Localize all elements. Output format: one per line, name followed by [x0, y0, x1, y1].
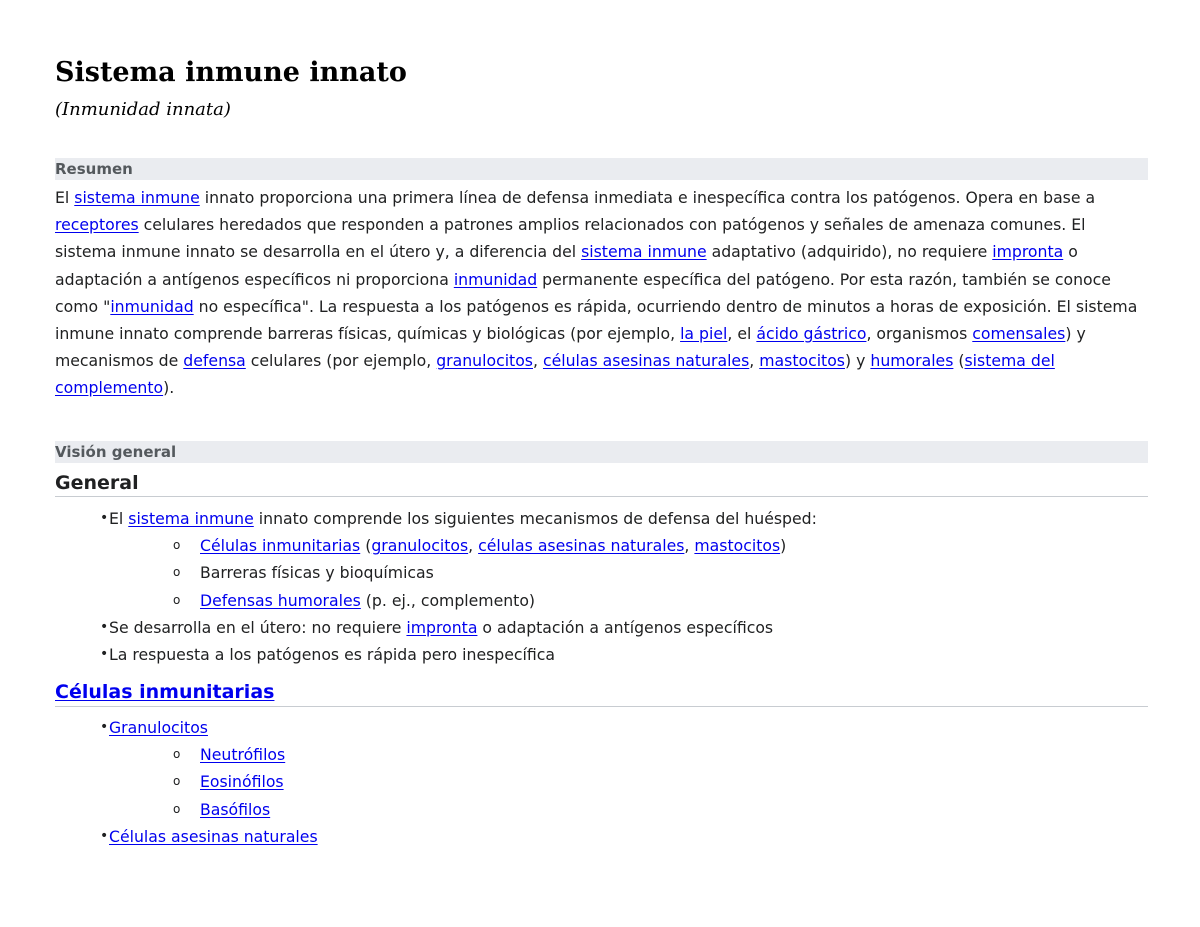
inline-link[interactable]: humorales [870, 351, 954, 371]
text-run: (p. ej., complemento) [360, 590, 536, 610]
list-item [55, 505, 817, 532]
list-item [55, 559, 817, 586]
text-run: El [109, 509, 129, 528]
text-run: , [749, 351, 760, 371]
inline-link[interactable]: Eosinófilos [200, 772, 284, 792]
inline-link[interactable]: células asesinas naturales [478, 536, 685, 556]
text-run: o adaptación a antígenos específicos ni proporciona [55, 242, 1078, 289]
text-run: , [468, 536, 479, 556]
page-title: Sistema inmune innato [55, 57, 407, 88]
text-run: ) [780, 536, 787, 556]
cells-list [55, 714, 318, 850]
inline-link[interactable]: granulocitos [436, 351, 533, 371]
list-item [55, 768, 318, 795]
sub-bullet-icon: o [173, 538, 181, 553]
inline-link[interactable]: impronta [406, 617, 478, 637]
inline-link[interactable]: mastocitos [694, 536, 781, 556]
text-run: ) y [844, 351, 871, 371]
inline-link[interactable]: sistema del complemento [55, 351, 1055, 398]
bullet-icon: • [100, 645, 109, 662]
inline-link[interactable]: sistema inmune [128, 509, 254, 528]
list-item [55, 741, 318, 768]
inline-link[interactable]: sistema inmune [581, 242, 707, 262]
list-item [55, 796, 318, 823]
inline-link[interactable]: Células asesinas naturales [109, 826, 318, 846]
inline-link[interactable]: receptores [55, 215, 139, 235]
list-item [55, 641, 817, 668]
heading-celulas-inmunitarias [55, 679, 1148, 707]
text-run: El [55, 188, 75, 207]
inline-link[interactable]: comensales [972, 324, 1066, 344]
text-run: ) y mecanismos de [55, 324, 1086, 371]
text-run: , [532, 351, 543, 371]
list-item [55, 587, 817, 614]
text-run: innato comprende los siguientes mecanismos de defensa del huésped: [253, 509, 817, 528]
inline-link[interactable]: Granulocitos [109, 718, 208, 737]
text-run: no específica". La respuesta a los patógenos es rápida, ocurriendo dentro de minutos a horas de exposición. El sistema inmune innato comprende barreras físicas, químicas y biológicas (por ejemplo, [55, 296, 1138, 344]
summary-paragraph [55, 184, 1148, 402]
inline-link[interactable]: Defensas humorales [200, 590, 361, 610]
inline-link[interactable]: Basófilos [200, 799, 271, 819]
text-run: permanente específica del patógeno. Por esta razón, también se conoce como " [55, 269, 1111, 316]
inline-link[interactable]: Neutrófilos [200, 745, 286, 765]
text-run: o adaptación a antígenos específicos [477, 617, 774, 637]
text-run: , el [727, 324, 757, 344]
inline-link[interactable]: mastocitos [759, 351, 845, 371]
section-header-resumen: Resumen [55, 158, 1148, 180]
text-run: Barreras físicas y bioquímicas [200, 563, 434, 583]
list-item [55, 532, 817, 559]
sub-bullet-icon: o [173, 565, 181, 580]
text-run: ( [360, 536, 372, 556]
bullet-icon: • [100, 827, 109, 844]
text-run: adaptativo (adquirido), no requiere [706, 242, 993, 262]
sub-bullet-icon: o [173, 774, 181, 789]
text-run: Se desarrolla en el útero: no requiere [109, 617, 407, 637]
page-subtitle: (Inmunidad innata) [55, 99, 231, 120]
inline-link[interactable]: células asesinas naturales [542, 351, 750, 371]
text-run: , [684, 536, 695, 556]
list-item [55, 823, 318, 850]
bullet-icon: • [100, 719, 109, 735]
bullet-icon: • [100, 618, 109, 635]
text-run: innato proporciona una primera línea de defensa inmediata e inespecífica contra los patógenos. Opera en base a [199, 188, 1096, 207]
text-run: celulares heredados que responden a patrones amplios relacionados con patógenos y señales de amenaza comunes. El sistema inmune innato se desarrolla en el útero y, a diferencia del [55, 215, 1086, 262]
section-header-vision-general: Visión general [55, 441, 1148, 463]
text-run: ). [163, 378, 175, 398]
list-item [55, 614, 817, 641]
inline-link[interactable]: impronta [992, 242, 1064, 262]
heading-celulas-inmunitarias-link[interactable]: Células inmunitarias [55, 681, 275, 703]
inline-link[interactable]: sistema inmune [74, 188, 200, 207]
text-run: ( [953, 351, 965, 371]
inline-link[interactable]: ácido gástrico [756, 324, 867, 344]
bullet-icon: • [100, 510, 109, 526]
sub-bullet-icon: o [173, 592, 181, 607]
heading-general: General [55, 470, 1148, 497]
inline-link[interactable]: Células inmunitarias [200, 536, 361, 556]
inline-link[interactable]: granulocitos [371, 536, 469, 556]
list-item [55, 714, 318, 741]
inline-link[interactable]: la piel [680, 324, 728, 344]
general-list [55, 505, 817, 668]
inline-link[interactable]: defensa [183, 351, 246, 371]
text-run: , organismos [866, 324, 973, 344]
sub-bullet-icon: o [173, 747, 181, 762]
inline-link[interactable]: inmunidad [110, 296, 194, 316]
text-run: celulares (por ejemplo, [245, 351, 437, 371]
sub-bullet-icon: o [173, 801, 181, 816]
text-run: La respuesta a los patógenos es rápida pero inespecífica [109, 644, 555, 664]
inline-link[interactable]: inmunidad [453, 269, 538, 289]
